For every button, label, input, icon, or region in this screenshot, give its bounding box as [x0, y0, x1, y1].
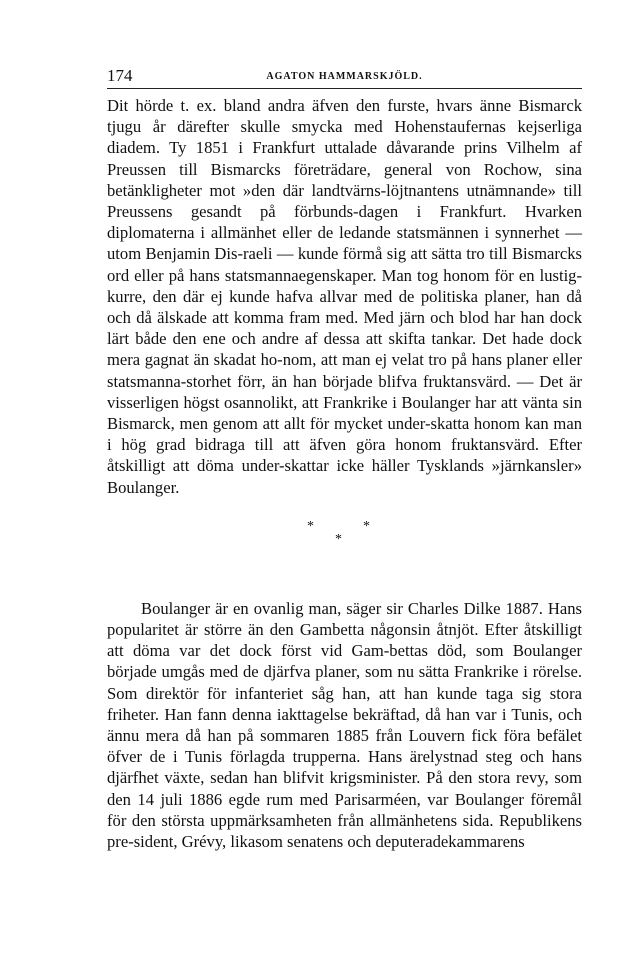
body-paragraph: Dit hörde t. ex. bland andra äfven den furste, hvars änne Bismarck tjugu år därefter skulle smycka med Hohenstaufernas kejserliga diadem. Ty 1851 i Frankfurt uttalade dåvarande prins Vilhelm af Preussen till Bismarcks företrädare, general von Rochow, sina betänkligheter mot »den där landtvärns-löjtnantens utnämnande» till Preussens gesandt på förbunds-dagen i Frankfurt. Hvarken diplomaterna i allmänhet eller de ledande statsmännen i synnerhet — utom Benjamin Dis-raeli — kunde förmå sig att sätta tro till Bismarcks ord eller på hans statsmannaegenskaper. Man tog honom för en lustig-kurre, den där ej kunde hafva allvar med de politiska planer, han då och då älskade att komma fram med. Med järn och blod har han dock lärt både den ene och andre af dessa att skifta tankar. Det hade dock mera gagnat än skadat ho-nom, att man ej velat tro på hans planer eller statsmanna-storhet förr, än han började blifva fruktansvärd. — Det är visserligen högst osannolikt, att Frankrike i Boulanger har att vänta sin Bismarck, men genom att allt för mycket under-skatta honom kan man i hög grad bidraga till att äfven göra honom fruktansvärd. Efter åtskilligt att döma under-skattar icke häller Tysklands »järnkansler» Boulanger. [107, 96, 582, 497]
asterisk-ornament: * [363, 518, 370, 534]
page-header [107, 62, 582, 89]
body-paragraph: Boulanger är en ovanlig man, säger sir Charles Dilke 1887. Hans popularitet är större än den Gambetta någonsin åtnjöt. Efter åtskilligt att döma var det dock först vid Gam-bettas död, som Boulanger började umgås med de djärfva planer, som nu sätta Frankrike i rörelse. Som direktör för infanteriet såg han, att han kunde taga sig stora friheter. Han fann denna iakttagelse bekräftad, då han var i Tunis, och ännu mera då han på sommaren 1885 från Louvern fick föra befälet öfver de i Tunis förlagda trupperna. Hans ärelystnad steg och hans djärfhet växte, sedan han blifvit krigsminister. På den stora revy, som den 14 juli 1886 egde rum med Parisarméen, var Boulanger föremål för den största uppmärksamheten från allmänhetens sida. Republikens pre-sident, Grévy, likasom senatens och deputeradekammarens [107, 598, 582, 852]
page-number: 174 [107, 66, 133, 85]
running-title: AGATON HAMMARSKJÖLD. [266, 71, 423, 82]
book-page [107, 62, 582, 852]
section-break [107, 506, 582, 574]
asterisk-ornament: * [335, 531, 342, 547]
asterisk-ornament: * [307, 518, 314, 534]
